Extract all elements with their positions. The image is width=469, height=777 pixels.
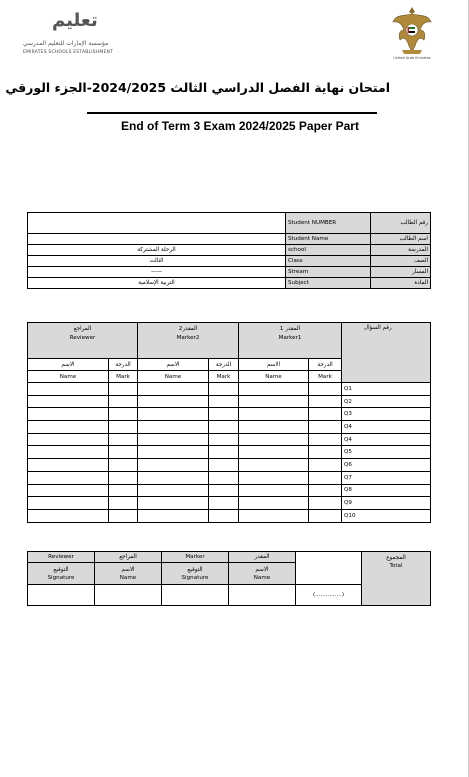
col-name-en: Name	[239, 371, 309, 383]
marker-name-cell[interactable]	[138, 421, 209, 434]
mark-cell[interactable]	[109, 421, 138, 434]
info-row-stream	[28, 267, 431, 278]
marker-name-cell[interactable]	[138, 395, 209, 408]
total-out-of: (...............)	[296, 585, 362, 606]
mark-cell[interactable]	[209, 395, 239, 408]
col-mark-ar: الدرجة	[309, 359, 342, 371]
mark-cell[interactable]	[209, 421, 239, 434]
question-row	[28, 446, 431, 459]
info-row-class	[28, 256, 431, 267]
info-label-ar: المادة	[371, 278, 431, 289]
title-divider	[87, 112, 377, 114]
info-label-ar: رقم الطالب	[371, 213, 431, 234]
question-label: Q9	[342, 497, 431, 510]
mark-cell[interactable]	[109, 446, 138, 459]
info-label-en: school	[286, 245, 371, 256]
question-row	[28, 509, 431, 522]
marker-name-cell[interactable]	[28, 497, 109, 510]
marker2-header-ar: المقدر2	[178, 326, 198, 332]
marker-name-cell[interactable]	[138, 446, 209, 459]
marks-header-row	[28, 323, 431, 359]
marker-name-cell[interactable]	[138, 497, 209, 510]
marker-name-cell[interactable]	[138, 383, 209, 396]
reviewer-signature-field[interactable]	[28, 585, 95, 606]
col-mark-ar: الدرجة	[209, 359, 239, 371]
reviewer-header-ar: المراجع	[73, 326, 92, 332]
info-label-en: Stream	[286, 267, 371, 278]
signature-col-header	[162, 563, 229, 585]
info-row-student-name	[28, 234, 431, 245]
exam-title-arabic: امتحان نهاية الفصل الدراسي الثالث 2024/2025-الجزء الورقي	[5, 80, 390, 95]
mark-cell[interactable]	[109, 497, 138, 510]
marker-label-ar: المقدر	[229, 552, 296, 563]
info-label-en: Class	[286, 256, 371, 267]
info-label-en: Subject	[286, 278, 371, 289]
marker-name-cell[interactable]	[28, 446, 109, 459]
mark-cell[interactable]	[309, 408, 342, 421]
mark-cell[interactable]	[209, 497, 239, 510]
mark-cell[interactable]	[209, 471, 239, 484]
totals-table	[27, 551, 431, 606]
mark-cell[interactable]	[309, 509, 342, 522]
exam-title-english: End of Term 3 Exam 2024/2025 Paper Part	[121, 119, 359, 133]
marker-name-cell[interactable]	[138, 509, 209, 522]
info-label-en: Student Name	[286, 234, 371, 245]
info-label-ar: اسم الطالب	[371, 234, 431, 245]
signature-label-ar: التوقيع	[53, 566, 69, 573]
mark-cell[interactable]	[109, 509, 138, 522]
question-label: Q4	[342, 421, 431, 434]
mark-cell[interactable]	[309, 395, 342, 408]
marker-name-cell[interactable]	[28, 459, 109, 472]
ese-logo	[18, 10, 114, 60]
ese-logo-english: EMIRATES SCHOOLS ESTABLISHMENT	[23, 50, 114, 55]
name-col-header	[95, 563, 162, 585]
mark-cell[interactable]	[309, 484, 342, 497]
reviewer-name-field[interactable]	[95, 585, 162, 606]
question-label: Q4	[342, 433, 431, 446]
question-label: Q10	[342, 509, 431, 522]
col-mark-en: Mark	[309, 371, 342, 383]
signature-label-en: Signature	[181, 574, 209, 581]
info-row-student-number	[28, 213, 431, 234]
mark-cell[interactable]	[209, 459, 239, 472]
question-row	[28, 408, 431, 421]
stream-value: ——	[28, 267, 286, 278]
marker-name-cell[interactable]	[28, 421, 109, 434]
question-label: Q2	[342, 395, 431, 408]
question-label: Q6	[342, 459, 431, 472]
question-label: Q8	[342, 484, 431, 497]
ese-logo-arabic: مؤسسة الإمارات للتعليم المدرسي	[23, 40, 109, 47]
student-info-table	[27, 212, 431, 289]
question-number-header: رقم السؤال	[342, 323, 431, 383]
question-label: Q5	[342, 446, 431, 459]
mark-cell[interactable]	[309, 433, 342, 446]
marker-name-cell[interactable]	[239, 509, 309, 522]
marker-name-field[interactable]	[229, 585, 296, 606]
question-label: Q3	[342, 408, 431, 421]
col-name-ar: الاسم	[28, 359, 109, 371]
info-label-ar: الصف	[371, 256, 431, 267]
marker-label: Marker	[162, 552, 229, 563]
mark-cell[interactable]	[309, 497, 342, 510]
mark-cell[interactable]	[309, 446, 342, 459]
mark-cell[interactable]	[109, 459, 138, 472]
col-mark-en: Mark	[209, 371, 239, 383]
question-row	[28, 497, 431, 510]
marker1-header-en: Marker1	[278, 335, 302, 341]
marker2-header-en: Marker2	[176, 335, 200, 341]
name-label-ar: الاسم	[121, 566, 135, 573]
marker-name-cell[interactable]	[28, 383, 109, 396]
marker-name-cell[interactable]	[239, 421, 309, 434]
totals-header-row	[28, 552, 431, 563]
info-row-subject	[28, 278, 431, 289]
marker-name-cell[interactable]	[239, 471, 309, 484]
name-col-header	[229, 563, 296, 585]
reviewer-label: Reviewer	[28, 552, 95, 563]
marker-name-cell[interactable]	[239, 497, 309, 510]
question-row	[28, 459, 431, 472]
name-label-en: Name	[119, 574, 137, 581]
marker-signature-field[interactable]	[162, 585, 229, 606]
marker-name-cell[interactable]	[138, 459, 209, 472]
col-mark-ar: الدرجة	[109, 359, 138, 371]
col-name-en: Name	[28, 371, 109, 383]
mark-cell[interactable]	[209, 433, 239, 446]
total-label-en: Total	[389, 563, 403, 569]
class-value: الثالث	[28, 256, 286, 267]
marker-name-cell[interactable]	[138, 433, 209, 446]
question-row	[28, 395, 431, 408]
mark-cell[interactable]	[309, 383, 342, 396]
subject-value: التربية الإسلامية	[28, 278, 286, 289]
total-label	[362, 552, 431, 606]
signature-label-ar: التوقيع	[187, 566, 203, 573]
marker-name-cell[interactable]	[28, 471, 109, 484]
info-label-en: Student NUMBER	[286, 213, 371, 234]
marks-table	[27, 322, 431, 523]
question-row	[28, 484, 431, 497]
marker-name-cell[interactable]	[138, 484, 209, 497]
total-score-cell[interactable]	[296, 552, 362, 585]
marker2-header	[138, 323, 239, 359]
info-label-ar: المدرسة	[371, 245, 431, 256]
marker1-header	[239, 323, 342, 359]
ese-logo-mark: تعليم	[52, 10, 98, 31]
mark-cell[interactable]	[209, 484, 239, 497]
question-row	[28, 383, 431, 396]
marker-name-cell[interactable]	[138, 408, 209, 421]
name-label-ar: الاسم	[255, 566, 269, 573]
student-name-field[interactable]	[28, 234, 286, 245]
marker-name-cell[interactable]	[239, 408, 309, 421]
col-name-ar: الاسم	[138, 359, 209, 371]
student-number-field[interactable]	[28, 213, 286, 234]
question-row	[28, 471, 431, 484]
signature-col-header	[28, 563, 95, 585]
mark-cell[interactable]	[209, 509, 239, 522]
marker-name-cell[interactable]	[28, 509, 109, 522]
signature-label-en: Signature	[47, 574, 75, 581]
question-row	[28, 433, 431, 446]
marker-name-cell[interactable]	[28, 395, 109, 408]
marker-name-cell[interactable]	[239, 459, 309, 472]
uae-emblem-caption: United Arab Emirates	[393, 56, 431, 60]
marker-name-cell[interactable]	[28, 484, 109, 497]
question-label: Q1	[342, 383, 431, 396]
mark-cell[interactable]	[309, 471, 342, 484]
marker-name-cell[interactable]	[239, 383, 309, 396]
marker-name-cell[interactable]	[239, 446, 309, 459]
question-row	[28, 421, 431, 434]
marker1-header-ar: المقدر 1	[279, 326, 301, 332]
mark-cell[interactable]	[109, 484, 138, 497]
marker-name-cell[interactable]	[239, 484, 309, 497]
mark-cell[interactable]	[109, 471, 138, 484]
marker-name-cell[interactable]	[28, 408, 109, 421]
mark-cell[interactable]	[109, 383, 138, 396]
marker-name-cell[interactable]	[138, 471, 209, 484]
mark-cell[interactable]	[309, 421, 342, 434]
name-label-en: Name	[253, 574, 271, 581]
col-name-ar: الاسم	[239, 359, 309, 371]
marker-name-cell[interactable]	[239, 395, 309, 408]
reviewer-header	[28, 323, 138, 359]
mark-cell[interactable]	[109, 433, 138, 446]
marker-name-cell[interactable]	[239, 433, 309, 446]
total-label-ar: المجموع	[386, 555, 406, 561]
uae-emblem	[390, 4, 434, 62]
mark-cell[interactable]	[109, 395, 138, 408]
mark-cell[interactable]	[109, 408, 138, 421]
col-mark-en: Mark	[109, 371, 138, 383]
reviewer-header-en: Reviewer	[69, 335, 96, 341]
info-row-school	[28, 245, 431, 256]
info-label-ar: المسار	[371, 267, 431, 278]
marker-name-cell[interactable]	[28, 433, 109, 446]
mark-cell[interactable]	[309, 459, 342, 472]
reviewer-label-ar: المراجع	[95, 552, 162, 563]
mark-cell[interactable]	[209, 408, 239, 421]
mark-cell[interactable]	[209, 446, 239, 459]
question-label: Q7	[342, 471, 431, 484]
school-value: الرحلة المشتركة	[28, 245, 286, 256]
col-name-en: Name	[138, 371, 209, 383]
falcon-emblem-icon	[390, 4, 434, 56]
mark-cell[interactable]	[209, 383, 239, 396]
